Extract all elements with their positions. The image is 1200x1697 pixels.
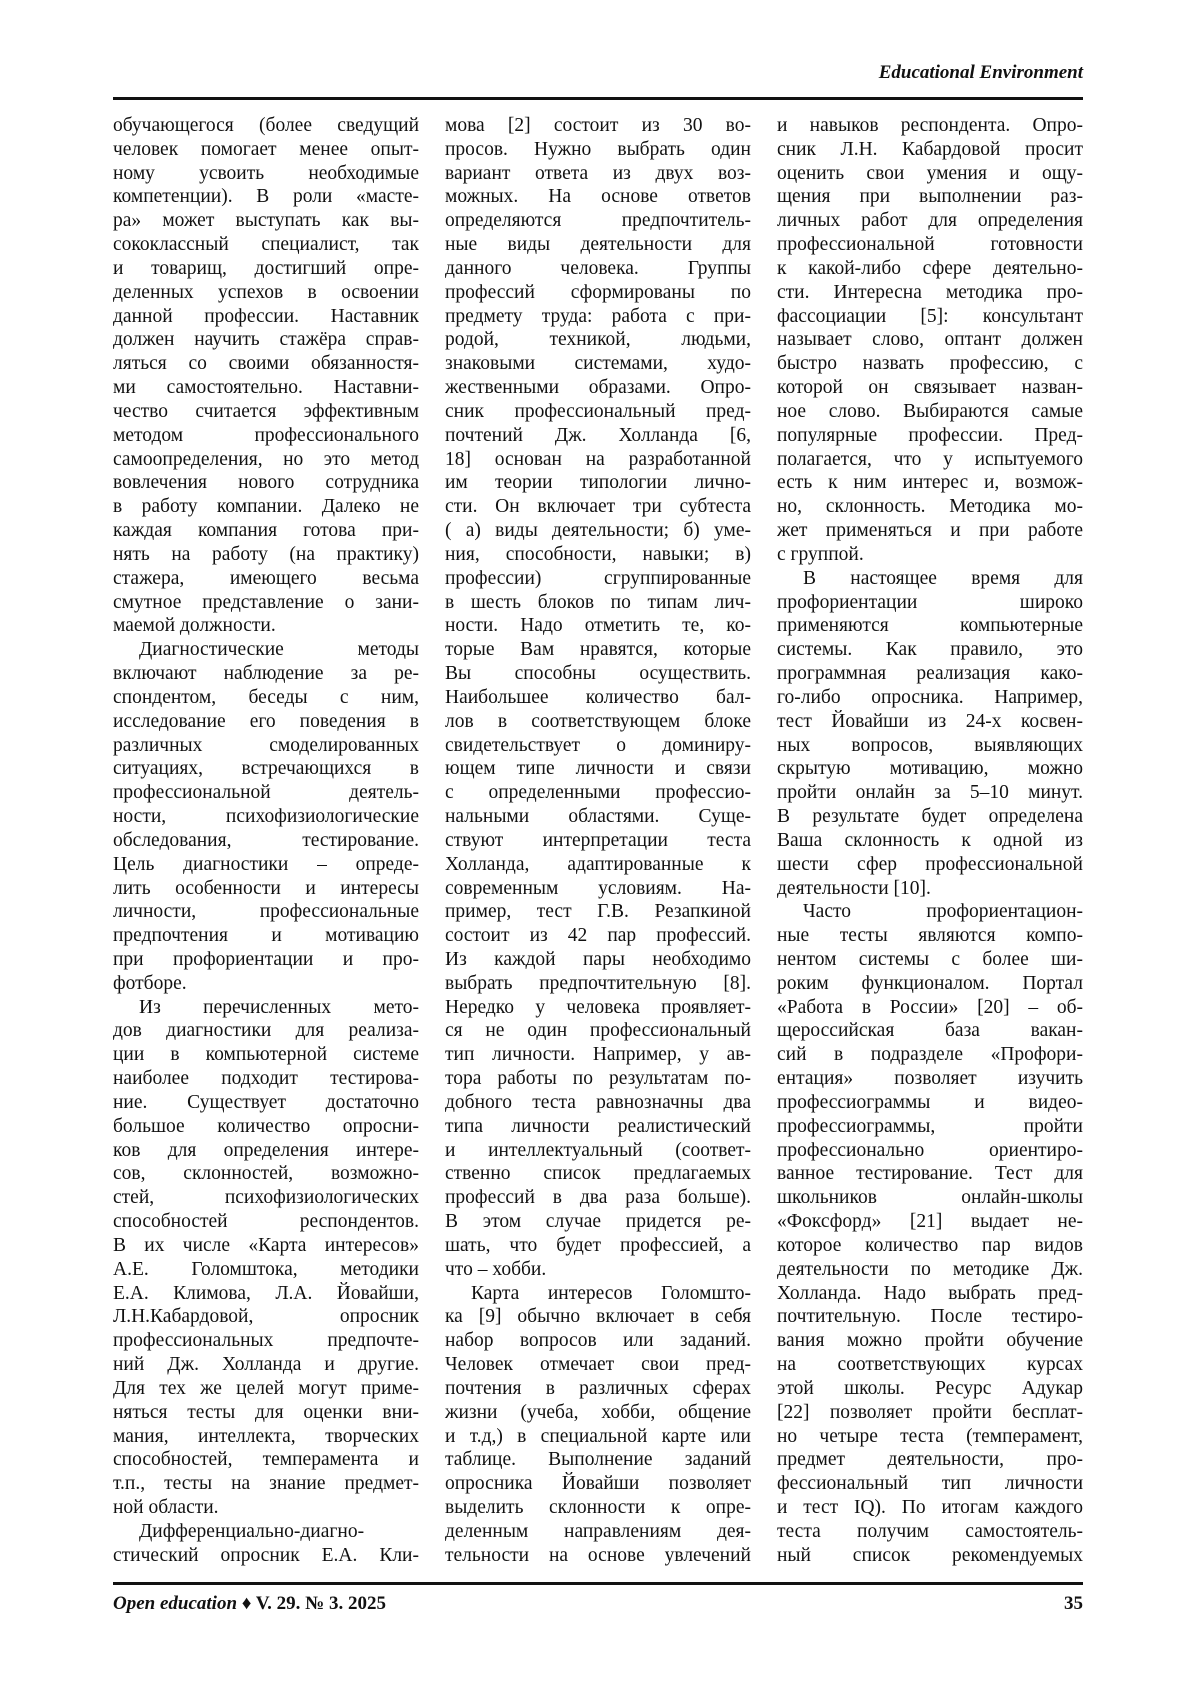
text-line: Из перечисленных мето-: [113, 996, 419, 1020]
text-line: ванное тестирование. Тест для: [777, 1162, 1083, 1186]
journal-name: Open education: [113, 1593, 237, 1614]
text-line: мания, интеллекта, творческих: [113, 1425, 419, 1449]
text-line: профессии) сгруппированные: [445, 567, 751, 591]
text-line: профессиограммы, пройти: [777, 1115, 1083, 1139]
text-line: ных вопросов, выявляющих: [777, 734, 1083, 758]
text-line: способностей, темперамента и: [113, 1448, 419, 1472]
text-line: которое количество пар видов: [777, 1234, 1083, 1258]
text-line: В результате будет определена: [777, 805, 1083, 829]
text-line: предпочтения и мотивацию: [113, 924, 419, 948]
text-line: каждая компания готова при-: [113, 519, 419, 543]
text-line: теста получим самостоятель-: [777, 1520, 1083, 1544]
text-line: должен научить стажёра справ-: [113, 328, 419, 352]
text-line: различных смоделированных: [113, 734, 419, 758]
text-line: сник профессиональный пред-: [445, 400, 751, 424]
text-line: ности, психофизиологические: [113, 805, 419, 829]
diamond-separator-icon: ♦: [242, 1593, 252, 1614]
text-line: профессиональной готовности: [777, 233, 1083, 257]
text-line: им теории типологии лично-: [445, 471, 751, 495]
text-line: определяются предпочтитель-: [445, 209, 751, 233]
page-number: 35: [1064, 1593, 1083, 1615]
text-line: родой, техникой, людьми,: [445, 328, 751, 352]
text-line: Холланда, адаптированные к: [445, 853, 751, 877]
text-line: деятельности [10].: [777, 877, 1083, 901]
text-line: популярные профессии. Пред-: [777, 424, 1083, 448]
text-line: мова [2] состоит из 30 во-: [445, 114, 751, 138]
text-line: системы. Как правило, это: [777, 638, 1083, 662]
text-line: Е.А. Климова, Л.А. Йовайши,: [113, 1282, 419, 1306]
issue-info: V. 29. № 3. 2025: [256, 1593, 386, 1614]
text-line: тип личности. Например, у ав-: [445, 1043, 751, 1067]
text-line: фассоциации [5]: консультант: [777, 305, 1083, 329]
text-line: добного теста равнозначны два: [445, 1091, 751, 1115]
text-line: но, склонность. Методика мо-: [777, 495, 1083, 519]
text-line: методом профессионального: [113, 424, 419, 448]
footer-rule: [113, 1582, 1083, 1585]
text-line: данного человека. Группы: [445, 257, 751, 281]
text-line: набор вопросов или заданий.: [445, 1329, 751, 1353]
text-line: лить особенности и интересы: [113, 877, 419, 901]
text-line: включают наблюдение за ре-: [113, 662, 419, 686]
text-line: и интеллектуальный (соответ-: [445, 1139, 751, 1163]
text-line: дов диагностики для реализа-: [113, 1019, 419, 1043]
text-line: 18] основан на разработанной: [445, 448, 751, 472]
text-line: жизни (учеба, хобби, общение: [445, 1401, 751, 1425]
text-line: скрытую мотивацию, можно: [777, 757, 1083, 781]
text-line: наиболее подходит тестирова-: [113, 1067, 419, 1091]
text-line: «Фоксфорд» [21] выдает не-: [777, 1210, 1083, 1234]
text-line: есть к ним интерес и, возмож-: [777, 471, 1083, 495]
text-line: сий в подразделе «Профори-: [777, 1043, 1083, 1067]
text-line: и навыков респондента. Опро-: [777, 114, 1083, 138]
text-line: пройти онлайн за 5–10 минут.: [777, 781, 1083, 805]
text-line: фессиональный тип личности: [777, 1472, 1083, 1496]
text-line: ствуют интерпретации теста: [445, 829, 751, 853]
text-line: почтений Дж. Холланда [6,: [445, 424, 751, 448]
text-line: типа личности реалистический: [445, 1115, 751, 1139]
text-line: школьников онлайн-школы: [777, 1186, 1083, 1210]
text-line: сти. Интересна методика про-: [777, 281, 1083, 305]
text-line: т.п., тесты на знание предмет-: [113, 1472, 419, 1496]
text-line: вания можно пройти обучение: [777, 1329, 1083, 1353]
text-line: компетенции). В роли «масте-: [113, 185, 419, 209]
text-line: фотборе.: [113, 972, 419, 996]
text-line: на соответствующих курсах: [777, 1353, 1083, 1377]
text-line: сник Л.Н. Кабардовой просит: [777, 138, 1083, 162]
text-line: ния, способности, навыки; в): [445, 543, 751, 567]
text-line: чество считается эффективным: [113, 400, 419, 424]
text-line: деленных успехов в освоении: [113, 281, 419, 305]
text-line: обследования, тестирование.: [113, 829, 419, 853]
text-line: тест Йовайши из 24-х косвен-: [777, 710, 1083, 734]
text-line: смутное представление о зани-: [113, 591, 419, 615]
header-rule: [113, 97, 1083, 100]
text-line: Холланда. Надо выбрать пред-: [777, 1282, 1083, 1306]
text-line: профессиональных предпочте-: [113, 1329, 419, 1353]
paragraph: [445, 114, 751, 1282]
text-line: к какой-либо сфере деятельно-: [777, 257, 1083, 281]
text-line: таблице. Выполнение заданий: [445, 1448, 751, 1472]
text-line: и товарищ, достигший опре-: [113, 257, 419, 281]
text-line: Диагностические методы: [113, 638, 419, 662]
text-line: которой он связывает назван-: [777, 376, 1083, 400]
text-line: ственно список предлагаемых: [445, 1162, 751, 1186]
text-line: современным условиям. На-: [445, 877, 751, 901]
text-line: ции в компьютерной системе: [113, 1043, 419, 1067]
journal-citation: [113, 1593, 386, 1615]
text-line: [22] позволяет пройти бесплат-: [777, 1401, 1083, 1425]
text-line: шести сфер профессиональной: [777, 853, 1083, 877]
text-line: нять на работу (на практику): [113, 543, 419, 567]
text-line: ние. Существует достаточно: [113, 1091, 419, 1115]
text-line: с группой.: [777, 543, 1083, 567]
text-line: шать, что будет профессией, а: [445, 1234, 751, 1258]
paragraph: [113, 996, 419, 1520]
text-line: Нередко у человека проявляет-: [445, 996, 751, 1020]
text-line: ми самостоятельно. Наставни-: [113, 376, 419, 400]
text-line: ному усвоить необходимые: [113, 162, 419, 186]
text-line: нальными областями. Суще-: [445, 805, 751, 829]
text-line: при профориентации и про-: [113, 948, 419, 972]
text-line: ся не один профессиональный: [445, 1019, 751, 1043]
text-line: ный список рекомендуемых: [777, 1544, 1083, 1568]
paragraph: [777, 900, 1083, 1567]
text-line: Из каждой пары необходимо: [445, 948, 751, 972]
text-line: можных. На основе ответов: [445, 185, 751, 209]
text-line: личности, профессиональные: [113, 900, 419, 924]
text-line: этой школы. Ресурс Адукар: [777, 1377, 1083, 1401]
text-line: профориентации широко: [777, 591, 1083, 615]
text-line: В их числе «Карта интересов»: [113, 1234, 419, 1258]
text-line: профессиональной деятель-: [113, 781, 419, 805]
text-column-2: [445, 114, 751, 1568]
text-line: что – хобби.: [445, 1258, 751, 1282]
text-line: ра» может выступать как вы-: [113, 209, 419, 233]
text-line: но четыре теста (темперамент,: [777, 1425, 1083, 1449]
text-line: ентация» позволяет изучить: [777, 1067, 1083, 1091]
text-line: Вы способны осуществить.: [445, 662, 751, 686]
text-column-3: [777, 114, 1083, 1568]
text-line: го-либо опросника. Например,: [777, 686, 1083, 710]
text-line: щероссийская база вакан-: [777, 1019, 1083, 1043]
text-line: предмету труда: работа с при-: [445, 305, 751, 329]
text-line: жет применяться и при работе: [777, 519, 1083, 543]
text-line: ков для определения интере-: [113, 1139, 419, 1163]
text-line: с определенными профессио-: [445, 781, 751, 805]
text-line: ка [9] обычно включает в себя: [445, 1305, 751, 1329]
text-line: просов. Нужно выбрать один: [445, 138, 751, 162]
text-line: выделить склонности к опре-: [445, 1496, 751, 1520]
text-line: вовлечения нового сотрудника: [113, 471, 419, 495]
text-line: и т.д,) в специальной карте или: [445, 1425, 751, 1449]
text-line: ные тесты являются компо-: [777, 924, 1083, 948]
text-line: предмет деятельности, про-: [777, 1448, 1083, 1472]
text-line: полагается, что у испытуемого: [777, 448, 1083, 472]
text-line: в шесть блоков по типам лич-: [445, 591, 751, 615]
paragraph: [113, 1520, 419, 1568]
text-line: личных работ для определения: [777, 209, 1083, 233]
text-line: ляться со своими обязанностя-: [113, 352, 419, 376]
text-line: профессионально ориентиро-: [777, 1139, 1083, 1163]
text-line: Часто профориентацион-: [777, 900, 1083, 924]
text-line: Л.Н.Кабардовой, опросник: [113, 1305, 419, 1329]
text-line: В настоящее время для: [777, 567, 1083, 591]
text-line: тельности на основе увлечений: [445, 1544, 751, 1568]
text-line: лов в соответствующем блоке: [445, 710, 751, 734]
running-header-section: Educational Environment: [113, 62, 1083, 84]
text-line: Цель диагностики – опреде-: [113, 853, 419, 877]
text-line: свидетельствует о доминиру-: [445, 734, 751, 758]
paragraph: [113, 638, 419, 995]
text-line: деятельности по методике Дж.: [777, 1258, 1083, 1282]
text-line: «Работа в России» [20] – об-: [777, 996, 1083, 1020]
text-line: деленным направлениям дея-: [445, 1520, 751, 1544]
text-line: тора работы по результатам по-: [445, 1067, 751, 1091]
text-line: В этом случае придется ре-: [445, 1210, 751, 1234]
text-line: спондентом, беседы с ним,: [113, 686, 419, 710]
text-line: жественными образами. Опро-: [445, 376, 751, 400]
text-line: сти. Он включает три субтеста: [445, 495, 751, 519]
text-line: ное слово. Выбираются самые: [777, 400, 1083, 424]
text-line: торые Вам нравятся, которые: [445, 638, 751, 662]
text-line: почтительную. После тестиро-: [777, 1305, 1083, 1329]
text-line: ющем типе личности и связи: [445, 757, 751, 781]
text-line: выбрать предпочтительную [8].: [445, 972, 751, 996]
text-line: самоопределения, но это метод: [113, 448, 419, 472]
text-line: Дифференциально-диагно-: [113, 1520, 419, 1544]
text-line: профессий сформированы по: [445, 281, 751, 305]
text-line: ности. Надо отметить те, ко-: [445, 614, 751, 638]
text-line: ний Дж. Холланда и другие.: [113, 1353, 419, 1377]
text-line: няться тесты для оценки вни-: [113, 1401, 419, 1425]
text-line: ной области.: [113, 1496, 419, 1520]
paragraph: [777, 114, 1083, 567]
text-line: человек помогает менее опыт-: [113, 138, 419, 162]
text-line: оценить свои умения и ощу-: [777, 162, 1083, 186]
text-line: применяются компьютерные: [777, 614, 1083, 638]
text-line: роким функционалом. Портал: [777, 972, 1083, 996]
text-line: большое количество опросни-: [113, 1115, 419, 1139]
text-line: программная реализация како-: [777, 662, 1083, 686]
text-line: Человек отмечает свои пред-: [445, 1353, 751, 1377]
text-line: опросника Йовайши позволяет: [445, 1472, 751, 1496]
text-line: способностей респондентов.: [113, 1210, 419, 1234]
text-line: обучающегося (более сведущий: [113, 114, 419, 138]
text-line: стажера, имеющего весьма: [113, 567, 419, 591]
text-line: ( а) виды деятельности; б) уме-: [445, 519, 751, 543]
text-line: ситуациях, встречающихся в: [113, 757, 419, 781]
text-line: стический опросник Е.А. Кли-: [113, 1544, 419, 1568]
text-line: щения при выполнении раз-: [777, 185, 1083, 209]
text-line: А.Е. Голомштока, методики: [113, 1258, 419, 1282]
text-line: Для тех же целей могут приме-: [113, 1377, 419, 1401]
text-line: данной профессии. Наставник: [113, 305, 419, 329]
text-line: Карта интересов Голомшто-: [445, 1282, 751, 1306]
text-line: состоит из 42 пар профессий.: [445, 924, 751, 948]
text-line: стей, психофизиологических: [113, 1186, 419, 1210]
text-line: Ваша склонность к одной из: [777, 829, 1083, 853]
text-line: и тест IQ). По итогам каждого: [777, 1496, 1083, 1520]
text-line: сов, склонностей, возможно-: [113, 1162, 419, 1186]
article-body: [113, 114, 1083, 1568]
text-line: нентом системы с более ши-: [777, 948, 1083, 972]
text-line: Наибольшее количество бал-: [445, 686, 751, 710]
page-footer: [113, 1593, 1083, 1615]
text-line: профессий в два раза больше).: [445, 1186, 751, 1210]
text-line: почтения в различных сферах: [445, 1377, 751, 1401]
text-line: вариант ответа из двух воз-: [445, 162, 751, 186]
text-line: исследование его поведения в: [113, 710, 419, 734]
paragraph: [445, 1282, 751, 1568]
text-line: пример, тест Г.В. Резапкиной: [445, 900, 751, 924]
text-line: маемой должности.: [113, 614, 419, 638]
text-line: сококлассный специалист, так: [113, 233, 419, 257]
paragraph: [113, 114, 419, 638]
text-line: быстро назвать профессию, с: [777, 352, 1083, 376]
paragraph: [777, 567, 1083, 901]
text-line: знаковыми системами, худо-: [445, 352, 751, 376]
text-column-1: [113, 114, 419, 1568]
text-line: ные виды деятельности для: [445, 233, 751, 257]
text-line: профессиограммы и видео-: [777, 1091, 1083, 1115]
text-line: в работу компании. Далеко не: [113, 495, 419, 519]
text-line: называет слово, оптант должен: [777, 328, 1083, 352]
